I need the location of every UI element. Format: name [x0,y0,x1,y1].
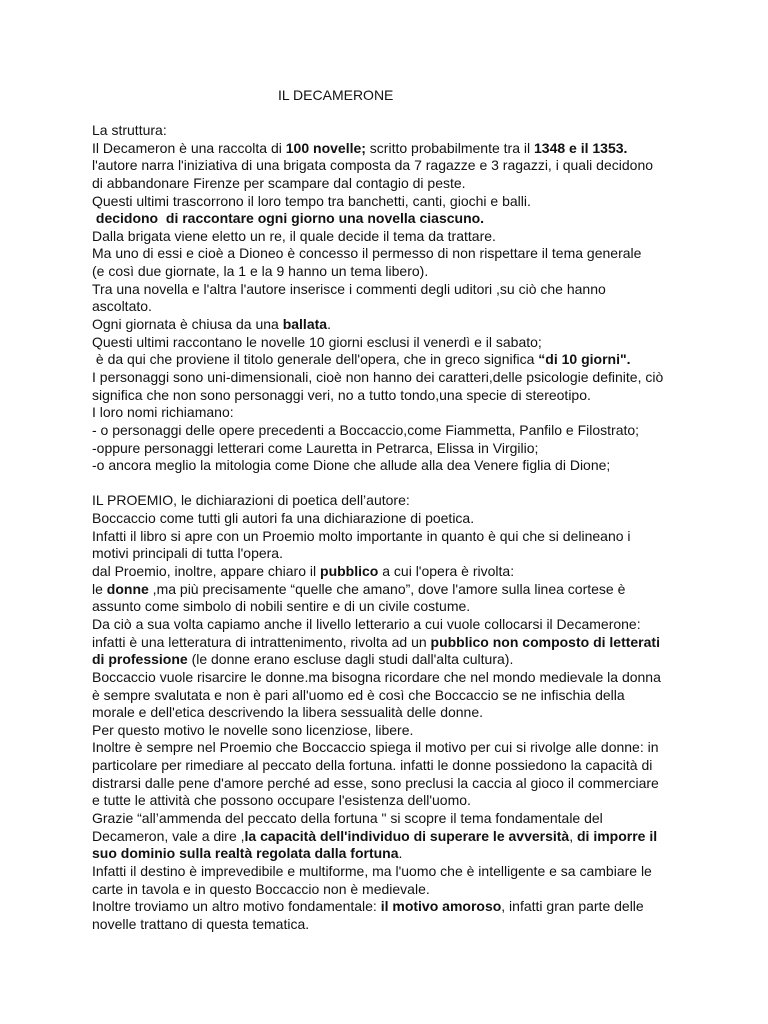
text-run: Il Decameron è una raccolta di [92,139,286,156]
text-line [92,122,682,140]
bold-text: ballata [282,316,328,333]
bold-text: 1348 e il 1353. [534,139,628,156]
text-run: infatti è una letteratura di intrattenimento, rivolta ad un [92,633,431,650]
bold-text: “di 10 giorni". [538,351,631,368]
text-run: Boccaccio vuole risarcire le donne.ma bisogna ricordare che nel mondo medievale la donna [92,668,661,685]
text-line [92,492,682,510]
text-line [92,845,682,863]
text-run: ascoltato. [92,298,152,315]
text-run: Infatti il destino è imprevedibile e multiforme, ma l'uomo che è intelligente e sa cambiare le [92,862,652,879]
text-run: significa che non sono personaggi veri, no a tutto tondo,una specie di stereotipo. [92,386,591,403]
document-title: IL DECAMERONE [278,87,394,103]
text-run: . [398,845,403,862]
document-body [92,122,682,933]
text-run: distrarsi dalle pene d'amore perché ad esse, sono preclusi la caccia al gioco il commerciare [92,774,659,791]
text-line [92,598,682,616]
bold-text: la capacità dell'individuo di superare le avversità [244,827,570,844]
text-line [92,739,682,757]
text-line [92,757,682,775]
text-line [92,263,682,281]
text-line [92,616,682,634]
text-line [92,704,682,722]
text-run: I personaggi sono uni-dimensionali, cioè non hanno dei caratteri,delle psicologie definite, ciò [92,368,664,385]
text-line [92,298,682,316]
text-run: Decameron, vale a dire , [92,827,245,844]
text-line [92,651,682,669]
text-run: (e così due giornate, la 1 e la 9 hanno un tema libero). [92,263,429,280]
text-line [92,228,682,246]
text-line [92,775,682,793]
bold-text: decidono di raccontare ogni giorno una novella ciascuno. [95,210,485,227]
text-line [92,545,682,563]
text-run: Da ciò a sua volta capiamo anche il livello letterario a cui vuole collocarsi il Decamerone: [92,615,641,632]
blank-line [92,475,682,493]
text-run: carte in tavola e in questo Boccaccio non è medievale. [92,880,430,897]
text-run: morale e dell'etica descrivendo la libera sessualità delle donne. [92,704,484,721]
bold-text: il motivo amoroso [380,898,502,915]
text-line [92,245,682,263]
bold-text: pubblico non composto di letterati [430,633,660,650]
text-run: , [569,827,577,844]
text-line [92,281,682,299]
text-run: La struttura: [92,122,167,138]
text-run: è sempre svalutata e non è pari all'uomo ed è così che Boccaccio se ne infischia della [92,686,625,703]
bold-text: suo dominio sulla realtà regolata dalla fortuna [92,845,399,862]
text-run: Inoltre troviamo un altro motivo fondamentale: [92,898,381,915]
bold-text: donne [106,580,149,597]
text-run: Grazie “all’ammenda del peccato della fortuna " si scopre il tema fondamentale del [92,809,603,826]
text-run: assunto come simbolo di nobili sentire e di un civile costume. [92,598,471,615]
text-run: - o personaggi delle opere precedenti a Boccaccio,come Fiammetta, Panfilo e Filostrato; [92,421,640,438]
text-run: scritto probabilmente tra il [365,139,534,156]
text-run: , infatti gran parte delle [501,898,644,915]
text-run: IL PROEMIO, le dichiarazioni di poetica dell’autore: [92,492,410,509]
text-run: Questi ultimi raccontano le novelle 10 giorni esclusi il venerdì e il sabato; [92,333,542,350]
text-run: Infatti il libro si apre con un Proemio molto importante in quanto è qui che si delineano i [92,527,631,544]
text-line [92,881,682,899]
text-line [92,422,682,440]
text-run: novelle trattano di questa tematica. [92,915,310,932]
text-line [92,528,682,546]
text-line [92,210,682,228]
text-run: Ogni giornata è chiusa da una [92,316,283,333]
text-run: Per questo motivo le novelle sono licenziose, libere. [92,721,414,738]
text-line [92,316,682,334]
text-run: a cui l'opera è rivolta: [378,563,515,580]
text-line [92,387,682,405]
text-run: I loro nomi richiamano: [92,404,234,421]
text-line [92,669,682,687]
text-line [92,193,682,211]
text-run: motivi principali di tutta l'opera. [92,545,283,562]
text-line [92,722,682,740]
text-line [92,687,682,705]
text-run: dal Proemio, inoltre, appare chiaro il [92,563,321,580]
text-line [92,351,682,369]
text-line [92,457,682,475]
text-run: Tra una novella e l'altra l'autore inserisce i commenti degli uditori ,su ciò che hanno [92,280,606,297]
text-line [92,369,682,387]
bold-text: 100 novelle; [285,139,366,156]
bold-text: di professione [92,651,188,668]
text-line [92,440,682,458]
text-run: -oppure personaggi letterari come Lauretta in Petrarca, Elissa in Virgilio; [92,439,539,456]
text-run: Boccaccio come tutti gli autori fa una dichiarazione di poetica. [92,510,475,527]
text-run: particolare per rimediare al peccato della fortuna. infatti le donne possiedono la capacità di [92,757,653,774]
text-line [92,916,682,934]
bold-text: pubblico [320,563,379,580]
text-line [92,898,682,916]
bold-text: di imporre il [577,827,658,844]
text-run: l'autore narra l'iniziativa di una brigata composta da 7 ragazze e 3 ragazzi, i quali decidono [92,157,654,174]
text-run: e tutte le attività che possono occupare l'esistenza dell'uomo. [92,792,471,809]
text-line [92,404,682,422]
text-line [92,792,682,810]
text-run: le [92,580,107,597]
text-line [92,563,682,581]
text-run: Dalla brigata viene eletto un re, il quale decide il tema da trattare. [92,227,496,244]
text-line [92,634,682,652]
text-line [92,581,682,599]
text-line [92,828,682,846]
text-line [92,510,682,528]
text-run: -o ancora meglio la mitologia come Dione che allude alla dea Venere figlia di Dione; [92,457,611,474]
text-run: di abbandonare Firenze per scampare dal contagio di peste. [92,174,466,191]
text-line [92,863,682,881]
text-run: Questi ultimi trascorrono il loro tempo tra banchetti, canti, giochi e balli. [92,192,531,209]
text-line [92,140,682,158]
text-line [92,334,682,352]
text-run: è da qui che proviene il titolo generale dell'opera, che in greco significa [92,351,539,368]
text-line [92,157,682,175]
text-run: Ma uno di essi e cioè a Dioneo è concesso il permesso di non rispettare il tema generale [92,245,642,262]
text-run: (le donne erano escluse dagli studi dall'alta cultura). [187,651,514,668]
text-line [92,175,682,193]
text-run: . [327,316,331,333]
text-line [92,810,682,828]
text-run: Inoltre è sempre nel Proemio che Boccaccio spiega il motivo per cui si rivolge alle donne: in [92,739,659,756]
text-run: ,ma più precisamente “quelle che amano”, dove l'amore sulla linea cortese è [148,580,626,597]
